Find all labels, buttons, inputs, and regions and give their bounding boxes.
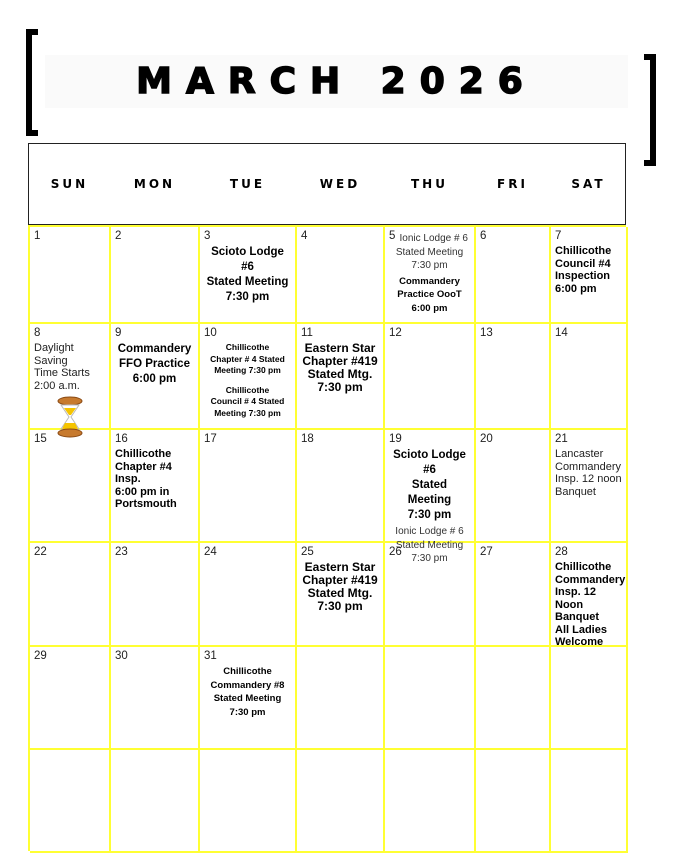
- event-text-line: Chapter #419: [302, 354, 378, 368]
- day-cell: [30, 227, 111, 324]
- calendar-event: [204, 665, 291, 719]
- event-text-line: Scioto Lodge #6: [393, 449, 466, 476]
- day-cell: [111, 543, 200, 647]
- event-text-line: 7:30 pm: [225, 291, 270, 303]
- event-text-line: 6:00 pm: [132, 373, 177, 385]
- day-number: 15: [34, 433, 47, 445]
- event-text-line: 7:30 pm: [411, 553, 448, 564]
- event-text-line: Ionic Lodge # 6: [395, 526, 464, 537]
- event-text-line: Insp. 12 Noon: [555, 586, 596, 611]
- day-cell: [476, 227, 551, 324]
- day-cell: [551, 750, 628, 853]
- event-text-line: 7:30 pm: [317, 599, 363, 613]
- day-cell: [30, 430, 111, 543]
- day-cell: [385, 750, 476, 853]
- event-text-line: 7:30 pm: [229, 706, 266, 718]
- day-cell: [385, 324, 476, 430]
- calendar-event: [204, 385, 291, 420]
- event-text-line: Scioto Lodge #6: [211, 246, 284, 273]
- weekday-wed: WED: [319, 177, 361, 191]
- day-number: 19: [389, 433, 402, 445]
- day-cell: [30, 543, 111, 647]
- day-cell: [30, 647, 111, 750]
- day-cell: [385, 647, 476, 750]
- event-text-line: Meeting 7:30 pm: [214, 407, 281, 418]
- weekday-fri: FRI: [497, 177, 528, 191]
- calendar-event: [204, 342, 291, 377]
- calendar-title: MARCH 2026: [136, 61, 537, 102]
- day-number: 24: [204, 546, 217, 558]
- weekday-header: [28, 143, 626, 225]
- event-text-line: Stated Meeting: [395, 246, 464, 258]
- event-text-line: Chapter # 4 Stated: [210, 353, 285, 364]
- day-cell: [111, 647, 200, 750]
- day-cell: [476, 647, 551, 750]
- event-text-line: 7:30 pm: [317, 380, 363, 394]
- event-text-line: Banquet: [555, 485, 596, 498]
- weekday-mon: MON: [133, 177, 176, 191]
- day-cell: [200, 430, 297, 543]
- weekday-sun: SUN: [50, 177, 89, 191]
- event-text-line: Commandery: [117, 343, 192, 355]
- day-number: 31: [204, 650, 217, 662]
- day-number: 4: [301, 230, 308, 242]
- day-number: 2: [115, 230, 122, 242]
- day-number: 26: [389, 546, 402, 558]
- day-cell: [476, 430, 551, 543]
- day-cell: [200, 543, 297, 647]
- day-number: 28: [555, 546, 568, 558]
- calendar-grid: [28, 225, 626, 851]
- day-number: 3: [204, 230, 211, 242]
- event-text-line: Stated Meeting: [395, 539, 464, 551]
- event-text-line: Stated Mtg.: [307, 367, 373, 381]
- event-text-line: 6:00 pm in: [115, 485, 170, 498]
- event-text-line: Eastern Star: [304, 560, 376, 574]
- event-text-line: Time Starts: [34, 367, 90, 379]
- event-text-line: Inspection: [555, 270, 611, 282]
- day-cell: [385, 543, 476, 647]
- event-text-line: Council #4: [555, 257, 611, 270]
- event-text-line: Chillicothe: [225, 342, 270, 352]
- calendar-event: [389, 232, 470, 273]
- day-number: 12: [389, 327, 402, 339]
- calendar-event: [34, 342, 105, 392]
- calendar-event: [115, 448, 194, 511]
- day-cell: [385, 227, 476, 324]
- day-cell: [200, 227, 297, 324]
- event-text-line: 2:00 a.m.: [34, 379, 80, 392]
- event-text-line: Commandery: [555, 573, 626, 586]
- day-cell: [476, 750, 551, 853]
- calendar-event: [115, 342, 194, 387]
- day-cell: [551, 324, 628, 430]
- day-number: 18: [301, 433, 314, 445]
- day-number: 21: [555, 433, 568, 445]
- weekday-tue: TUE: [229, 177, 266, 191]
- day-number: 6: [480, 230, 487, 242]
- event-text-line: Commandery: [399, 275, 460, 287]
- event-text-line: Welcome: [555, 636, 604, 648]
- event-text-line: Chillicothe: [223, 666, 272, 677]
- event-text-line: Stated Meeting: [407, 479, 452, 506]
- calendar-event: [204, 245, 291, 305]
- day-cell: [111, 750, 200, 853]
- event-text-line: 7:30 pm: [407, 509, 452, 521]
- day-cell: [297, 647, 385, 750]
- day-number: 10: [204, 327, 217, 339]
- event-text-line: Daylight Saving: [34, 342, 74, 367]
- event-text-line: Stated Meeting: [213, 693, 282, 704]
- day-number: 22: [34, 546, 47, 558]
- event-text-line: Meeting 7:30 pm: [214, 365, 281, 375]
- event-text-line: 7:30 pm: [411, 260, 448, 271]
- weekday-sat: SAT: [571, 177, 606, 191]
- weekday-thu: THU: [411, 177, 448, 191]
- day-cell: [200, 324, 297, 430]
- day-number: 20: [480, 433, 493, 445]
- calendar-event: [301, 342, 379, 394]
- day-cell: [30, 750, 111, 853]
- calendar-event: [389, 448, 470, 523]
- day-cell: [297, 750, 385, 853]
- event-text-line: FFO Practice: [119, 358, 190, 370]
- day-cell: [200, 647, 297, 750]
- day-cell: [297, 430, 385, 543]
- event-text-line: All Ladies: [555, 623, 607, 636]
- event-text-line: 6:00 pm: [411, 302, 448, 314]
- day-cell: [476, 324, 551, 430]
- right-bracket-decoration: [644, 54, 656, 166]
- day-cell: [111, 227, 200, 324]
- event-text-line: Banquet: [555, 611, 599, 623]
- day-cell: [30, 324, 111, 430]
- day-number: 14: [555, 327, 568, 339]
- title-banner: [45, 55, 628, 108]
- event-text-line: Stated Mtg.: [307, 586, 373, 600]
- calendar-event: [389, 275, 470, 316]
- day-number: 25: [301, 546, 314, 558]
- event-text-line: Ionic Lodge # 6: [399, 233, 468, 244]
- day-number: 11: [301, 327, 313, 339]
- day-number: 30: [115, 650, 128, 662]
- event-text-line: Commandery: [555, 460, 622, 473]
- day-cell: [111, 324, 200, 430]
- day-number: 9: [115, 327, 122, 339]
- day-number: 5: [389, 230, 396, 242]
- day-cell: [111, 430, 200, 543]
- event-text-line: Commandery #8: [210, 679, 285, 691]
- day-number: 1: [34, 230, 41, 242]
- day-cell: [297, 324, 385, 430]
- event-text-line: 6:00 pm: [555, 282, 597, 295]
- day-cell: [476, 543, 551, 647]
- day-number: 17: [204, 433, 217, 445]
- event-text-line: Practice OooT: [397, 289, 462, 300]
- day-cell: [297, 227, 385, 324]
- event-text-line: Council # 4 Stated: [210, 396, 285, 406]
- day-number: 8: [34, 327, 41, 339]
- event-text-line: Chapter #4 Insp.: [115, 460, 172, 485]
- event-text-line: Portsmouth: [115, 498, 177, 510]
- event-text-line: Chillicothe: [555, 561, 612, 573]
- calendar-event: [555, 245, 622, 295]
- event-text-line: Eastern Star: [304, 341, 376, 355]
- calendar-event: [555, 448, 622, 498]
- day-number: 27: [480, 546, 493, 558]
- day-cell: [551, 227, 628, 324]
- day-cell: [297, 543, 385, 647]
- calendar-event: [301, 561, 379, 613]
- event-text-line: Lancaster: [555, 448, 604, 460]
- day-number: 13: [480, 327, 493, 339]
- day-number: 7: [555, 230, 562, 242]
- day-number: 23: [115, 546, 128, 558]
- event-text-line: Stated Meeting: [206, 276, 289, 288]
- day-cell: [551, 430, 628, 543]
- left-bracket-decoration: [26, 29, 38, 136]
- event-text-line: Chapter #419: [302, 573, 378, 587]
- event-text-line: Insp. 12 noon: [555, 473, 622, 485]
- day-number: 16: [115, 433, 128, 445]
- calendar-event: [555, 561, 626, 649]
- event-text-line: Chillicothe: [115, 448, 172, 460]
- event-text-line: Chillicothe: [225, 384, 270, 395]
- event-text-line: Chillicothe: [555, 245, 612, 257]
- day-cell: [551, 543, 628, 647]
- day-cell: [551, 647, 628, 750]
- day-cell: [200, 750, 297, 853]
- day-number: 29: [34, 650, 47, 662]
